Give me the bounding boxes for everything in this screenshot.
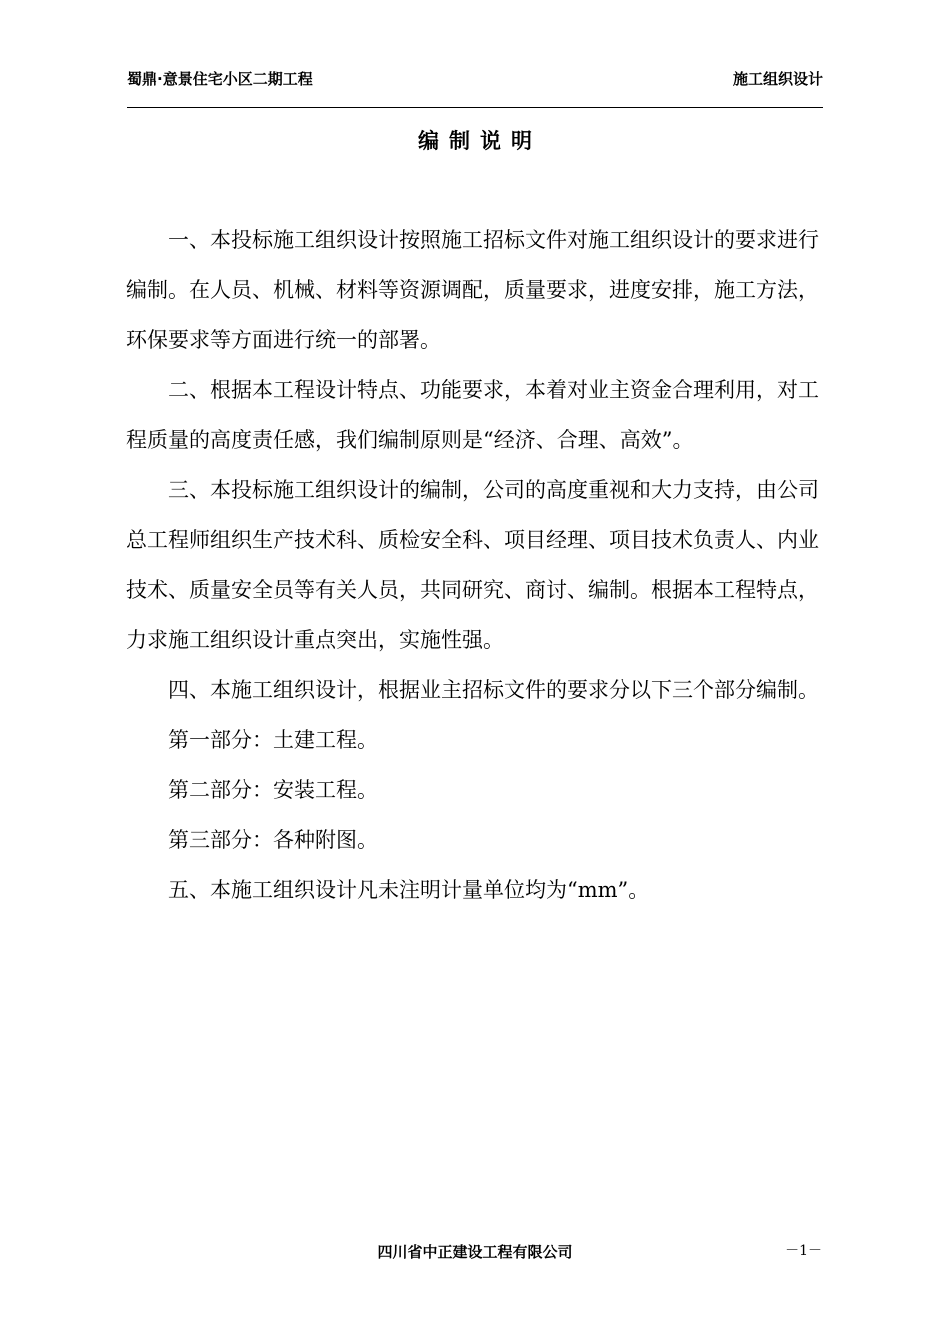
paragraph-1: 一、本投标施工组织设计按照施工招标文件对施工组织设计的要求进行编制。在人员、机械、材料等资源调配，质量要求，进度安排，施工方法，环保要求等方面进行统一的部署。	[126, 228, 819, 352]
paragraph-3: 三、本投标施工组织设计的编制，公司的高度重视和大力支持，由公司总工程师组织生产技术科、质检安全科、项目经理、项目技术负责人、内业技术、质量安全员等有关人员，共同研究、商讨、编制。根据本工程特点，力求施工组织设计重点突出，实施性强。	[126, 478, 819, 652]
part-2-item: 第二部分：安装工程。	[168, 778, 378, 802]
paragraph-4: 四、本施工组织设计，根据业主招标文件的要求分以下三个部分编制。	[168, 678, 819, 702]
paragraph-5: 五、本施工组织设计凡未注明计量单位均为“mm”。	[168, 878, 650, 902]
header-document-type: 施工组织设计	[732, 70, 823, 88]
part-1-item: 第一部分：土建工程。	[168, 728, 378, 752]
footer-company-name: 四川省中正建设工程有限公司	[377, 1243, 573, 1261]
paragraph-2: 二、根据本工程设计特点、功能要求，本着对业主资金合理利用，对工程质量的高度责任感，我们编制原则是“经济、合理、高效”。	[126, 378, 819, 452]
header-project-name: 蜀鼎·意景住宅小区二期工程	[127, 70, 313, 88]
page-title: 编制说明	[418, 129, 542, 153]
part-3-item: 第三部分：各种附图。	[168, 828, 378, 852]
page-header	[127, 66, 823, 108]
document-body	[126, 215, 824, 915]
page-number: －1－	[785, 1243, 822, 1259]
